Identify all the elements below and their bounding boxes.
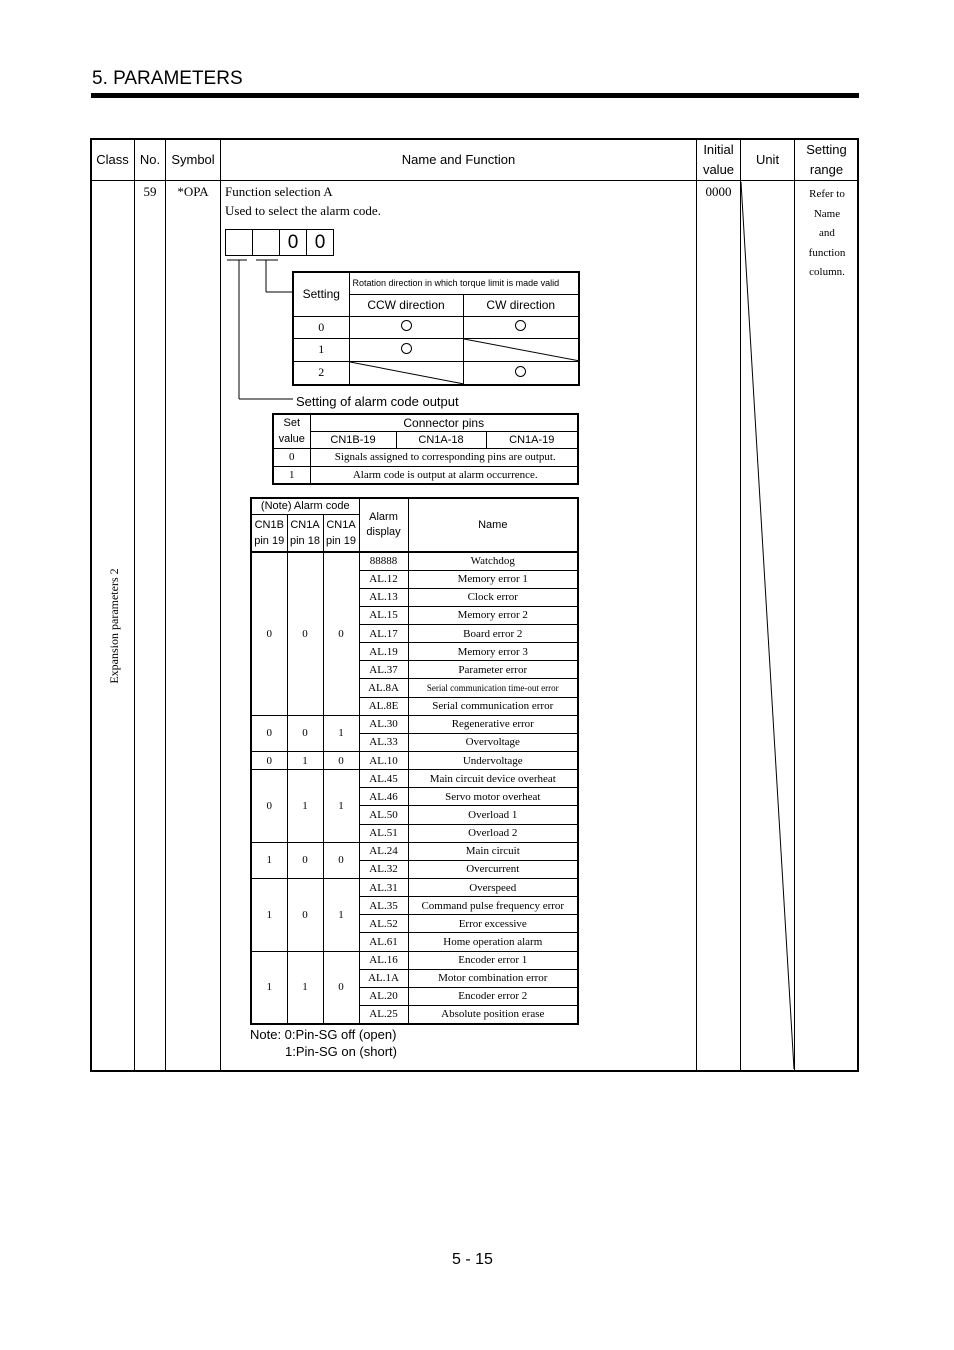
alarm-display: AL.13 bbox=[359, 588, 408, 606]
alarm-name: Overload 2 bbox=[408, 824, 578, 842]
alarm-output-table bbox=[272, 413, 579, 485]
alarm-code-bit: 0 bbox=[323, 842, 359, 878]
ccw-direction-header: CCW direction bbox=[349, 294, 463, 316]
alarm-name: Servo motor overheat bbox=[408, 788, 578, 806]
alarm-display: AL.24 bbox=[359, 842, 408, 860]
alarm-code-bit: 1 bbox=[323, 879, 359, 952]
diagonal-slash bbox=[350, 362, 464, 384]
alarm-name: Overload 1 bbox=[408, 806, 578, 824]
alarm-code-bit: 1 bbox=[323, 770, 359, 843]
setting-value: 2 bbox=[293, 361, 349, 385]
alarm-name: Encoder error 1 bbox=[408, 951, 578, 969]
setting-header: Setting bbox=[293, 272, 349, 316]
alarm-display: AL.25 bbox=[359, 1006, 408, 1024]
param-initial-value: 0000 bbox=[705, 184, 732, 199]
header-no: No. bbox=[139, 152, 161, 167]
alarm-code-bit: 1 bbox=[323, 715, 359, 751]
alarm-display: AL.52 bbox=[359, 915, 408, 933]
alarm-display: AL.16 bbox=[359, 951, 408, 969]
rotation-direction-header: Rotation direction in which torque limit is made valid bbox=[349, 272, 579, 294]
alarm-display: AL.31 bbox=[359, 879, 408, 897]
digit-box bbox=[253, 230, 280, 255]
alarm-display: AL.35 bbox=[359, 897, 408, 915]
pin-col-header: CN1B pin 19 bbox=[251, 514, 287, 552]
alarm-row bbox=[251, 715, 578, 733]
pin-col-header: CN1A pin 18 bbox=[287, 514, 323, 552]
class-label: Expansion parameters 2 bbox=[107, 568, 121, 684]
rotation-direction-table bbox=[292, 271, 580, 386]
alarm-name: Home operation alarm bbox=[408, 933, 578, 951]
digit-box: 0 bbox=[280, 230, 307, 255]
alarm-code-bit: 1 bbox=[251, 842, 287, 878]
set-value-header: Set value bbox=[273, 414, 310, 448]
param-title: Function selection A bbox=[225, 184, 333, 199]
alarm-name: Clock error bbox=[408, 588, 578, 606]
circle-icon bbox=[401, 343, 412, 354]
alarm-display: AL.61 bbox=[359, 933, 408, 951]
cw-cell bbox=[463, 316, 579, 338]
alarm-code-bit: 1 bbox=[251, 879, 287, 952]
digit-box bbox=[226, 230, 253, 255]
alarm-name: Absolute position erase bbox=[408, 1006, 578, 1024]
set-value-description: Signals assigned to corresponding pins are output. bbox=[310, 448, 578, 466]
alarm-name: Overcurrent bbox=[408, 860, 578, 878]
alarm-code-bit: 0 bbox=[251, 752, 287, 770]
chapter-title: 5. PARAMETERS bbox=[92, 68, 243, 89]
alarm-display: AL.19 bbox=[359, 643, 408, 661]
header-name-function: Name and Function bbox=[401, 152, 516, 167]
alarm-display: AL.15 bbox=[359, 606, 408, 624]
alarm-name: Regenerative error bbox=[408, 715, 578, 733]
alarm-note-1: Note: 0:Pin-SG off (open) bbox=[250, 1027, 397, 1042]
pin-header: CN1A-18 bbox=[396, 431, 486, 448]
alarm-code-bit: 1 bbox=[287, 770, 323, 843]
alarm-display: AL.12 bbox=[359, 570, 408, 588]
alarm-code-bit: 0 bbox=[251, 552, 287, 715]
param-symbol: *OPA bbox=[177, 184, 209, 199]
param-setting-range: Refer to Name and function column. bbox=[808, 188, 846, 278]
alarm-row bbox=[251, 951, 578, 969]
set-value-description: Alarm code is output at alarm occurrence. bbox=[310, 466, 578, 484]
alarm-display: AL.8E bbox=[359, 697, 408, 715]
alarm-display: AL.33 bbox=[359, 733, 408, 751]
alarm-name: Serial communication time-out error bbox=[408, 679, 578, 697]
connector-pins-header: Connector pins bbox=[310, 414, 578, 431]
alarm-display: AL.1A bbox=[359, 969, 408, 987]
ccw-cell bbox=[349, 338, 463, 361]
alarm-code-bit: 1 bbox=[287, 752, 323, 770]
alarm-name: Encoder error 2 bbox=[408, 987, 578, 1005]
alarm-display: AL.17 bbox=[359, 625, 408, 643]
digit-boxes bbox=[225, 229, 334, 256]
alarm-display: AL.45 bbox=[359, 770, 408, 788]
alarm-code-body bbox=[251, 552, 578, 1024]
ccw-cell bbox=[349, 316, 463, 338]
pin-col-header: CN1A pin 19 bbox=[323, 514, 359, 552]
alarm-code-bit: 0 bbox=[323, 552, 359, 715]
alarm-code-table bbox=[250, 497, 579, 1025]
alarm-code-bit: 0 bbox=[287, 842, 323, 878]
alarm-code-bit: 0 bbox=[287, 552, 323, 715]
circle-icon bbox=[515, 366, 526, 377]
alarm-name: Memory error 3 bbox=[408, 643, 578, 661]
alarm-name: Board error 2 bbox=[408, 625, 578, 643]
setting-value: 1 bbox=[293, 338, 349, 361]
alarm-name: Error excessive bbox=[408, 915, 578, 933]
alarm-display: AL.8A bbox=[359, 679, 408, 697]
circle-icon bbox=[401, 320, 412, 331]
alarm-code-bit: 0 bbox=[287, 879, 323, 952]
unit-slash-line bbox=[740, 181, 796, 1072]
ccw-cell-none bbox=[349, 361, 463, 385]
cw-direction-header: CW direction bbox=[463, 294, 579, 316]
param-description: Used to select the alarm code. bbox=[225, 203, 381, 218]
alarm-name: Command pulse frequency error bbox=[408, 897, 578, 915]
alarm-display: AL.37 bbox=[359, 661, 408, 679]
alarm-name: Serial communication error bbox=[408, 697, 578, 715]
pin-header: CN1B-19 bbox=[310, 431, 396, 448]
set-value: 0 bbox=[273, 448, 310, 466]
title-rule bbox=[91, 93, 859, 98]
set-value: 1 bbox=[273, 466, 310, 484]
alarm-display: AL.30 bbox=[359, 715, 408, 733]
alarm-code-bit: 0 bbox=[251, 770, 287, 843]
alarm-display: AL.10 bbox=[359, 752, 408, 770]
alarm-name-header: Name bbox=[408, 498, 578, 552]
alarm-name: Main circuit bbox=[408, 842, 578, 860]
header-initial-value: Initial value bbox=[702, 142, 735, 177]
alarm-display: AL.32 bbox=[359, 860, 408, 878]
param-no: 59 bbox=[143, 184, 157, 199]
alarm-row bbox=[251, 770, 578, 788]
alarm-note-2: 1:Pin-SG on (short) bbox=[285, 1044, 397, 1059]
header-class: Class bbox=[96, 152, 129, 167]
alarm-display: AL.50 bbox=[359, 806, 408, 824]
digit-box: 0 bbox=[314, 231, 326, 253]
alarm-code-bit: 1 bbox=[287, 951, 323, 1024]
header-setting-range: Setting range bbox=[806, 142, 847, 177]
alarm-row bbox=[251, 842, 578, 860]
alarm-code-header: (Note) Alarm code bbox=[251, 498, 359, 514]
alarm-output-caption: Setting of alarm code output bbox=[296, 394, 459, 409]
cw-cell-none bbox=[463, 338, 579, 361]
pin-header: CN1A-19 bbox=[486, 431, 578, 448]
diagonal-slash bbox=[464, 339, 580, 361]
alarm-name: Overspeed bbox=[408, 879, 578, 897]
alarm-display: 88888 bbox=[359, 552, 408, 570]
alarm-display: AL.20 bbox=[359, 987, 408, 1005]
setting-value: 0 bbox=[293, 316, 349, 338]
alarm-row bbox=[251, 552, 578, 570]
cw-cell bbox=[463, 361, 579, 385]
alarm-name: Motor combination error bbox=[408, 969, 578, 987]
alarm-name: Memory error 1 bbox=[408, 570, 578, 588]
alarm-display: AL.46 bbox=[359, 788, 408, 806]
alarm-code-bit: 0 bbox=[251, 715, 287, 751]
circle-icon bbox=[515, 320, 526, 331]
alarm-code-bit: 0 bbox=[287, 715, 323, 751]
alarm-display-header: Alarm display bbox=[359, 498, 408, 552]
alarm-name: Undervoltage bbox=[408, 752, 578, 770]
alarm-name: Watchdog bbox=[408, 552, 578, 570]
alarm-code-bit: 1 bbox=[251, 951, 287, 1024]
alarm-row bbox=[251, 879, 578, 897]
header-symbol: Symbol bbox=[171, 152, 215, 167]
alarm-name: Memory error 2 bbox=[408, 606, 578, 624]
alarm-name: Overvoltage bbox=[408, 733, 578, 751]
header-unit: Unit bbox=[755, 152, 780, 167]
alarm-code-bit: 0 bbox=[323, 752, 359, 770]
alarm-display: AL.51 bbox=[359, 824, 408, 842]
alarm-name: Main circuit device overheat bbox=[408, 770, 578, 788]
page-number: 5 - 15 bbox=[452, 1251, 493, 1268]
alarm-row bbox=[251, 752, 578, 770]
alarm-name: Parameter error bbox=[408, 661, 578, 679]
alarm-code-bit: 0 bbox=[323, 951, 359, 1024]
